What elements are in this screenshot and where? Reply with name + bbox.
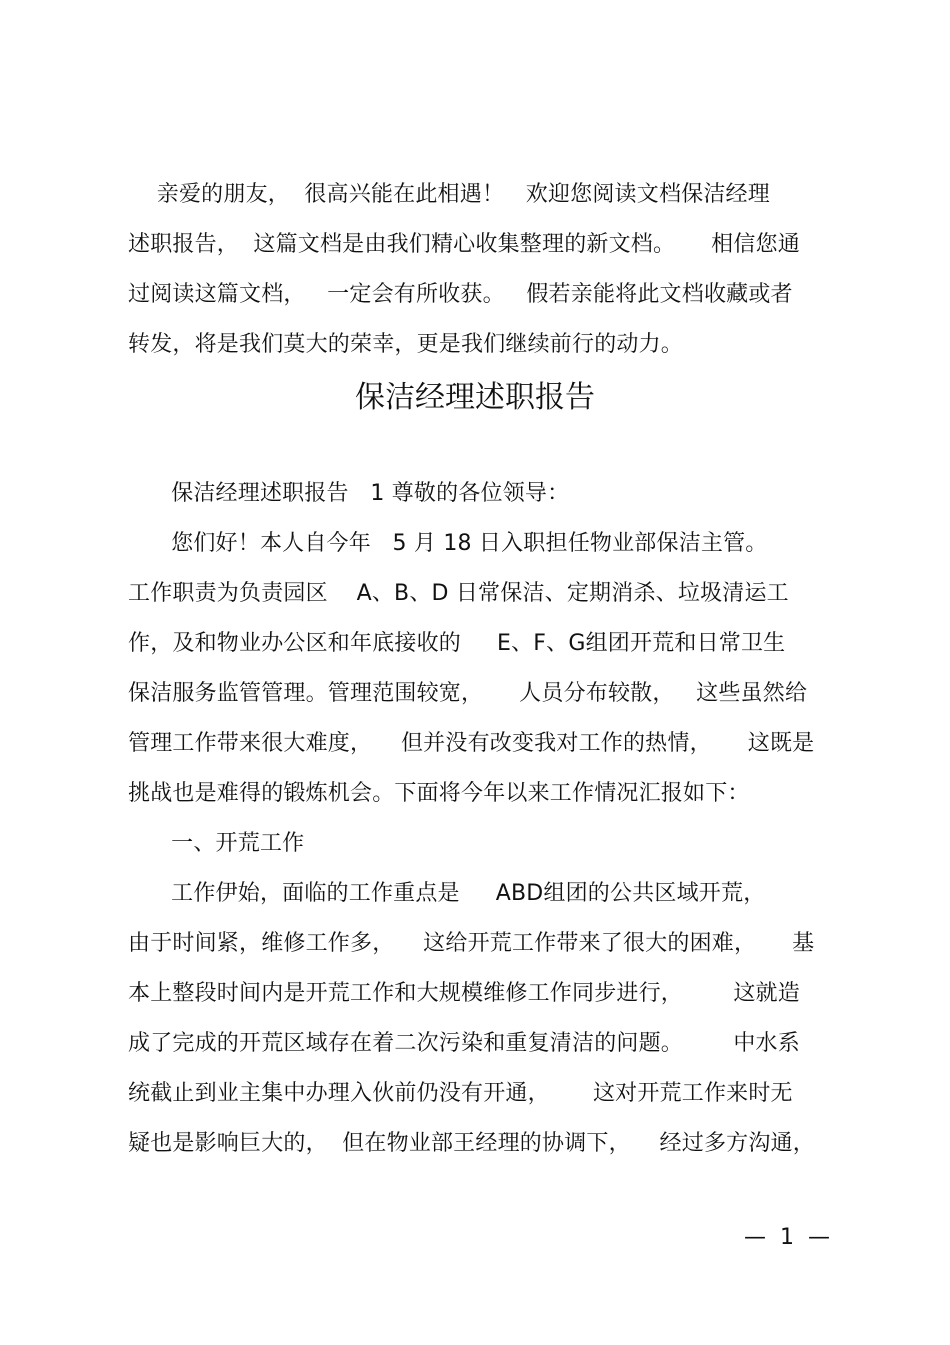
body-line: 保洁服务监管管理。管理范围较宽， 人员分布较散， 这些虽然给: [128, 681, 808, 706]
body-line: 工作职责为负责园区 A、B、D 日常保洁、定期消杀、垃圾清运工: [128, 581, 789, 606]
body-line: 管理工作带来很大难度， 但并没有改变我对工作的热情， 这既是: [128, 731, 815, 756]
body-line: 挑战也是难得的锻炼机会。下面将今年以来工作情况汇报如下：: [128, 781, 750, 806]
body-line: 保洁经理述职报告 1 尊敬的各位领导：: [128, 481, 570, 506]
page-number: — 1 —: [744, 1225, 830, 1250]
document-title: 保洁经理述职报告: [355, 380, 595, 415]
body-line: 疑也是影响巨大的， 但在物业部王经理的协调下， 经过多方沟通，: [128, 1131, 815, 1156]
intro-line: 转发，将是我们莫大的荣幸，更是我们继续前行的动力。: [128, 332, 684, 357]
section-heading: 一、开荒工作: [128, 831, 305, 856]
body-line: 本上整段时间内是开荒工作和大规模维修工作同步进行， 这就造: [128, 981, 800, 1006]
body-line: 由于时间紧，维修工作多， 这给开荒工作带来了很大的困难， 基: [128, 931, 815, 956]
intro-line: 过阅读这篇文档， 一定会有所收获。 假若亲能将此文档收藏或者: [128, 282, 793, 307]
body-line: 您们好！本人自今年 5 月 18 日入职担任物业部保洁主管。: [128, 531, 768, 556]
intro-line: 述职报告， 这篇文档是由我们精心收集整理的新文档。 相信您通: [128, 232, 800, 257]
body-line: 作，及和物业办公区和年底接收的 E、F、G组团开荒和日常卫生: [128, 631, 786, 656]
body-line: 成了完成的开荒区域存在着二次污染和重复清洁的问题。 中水系: [128, 1031, 800, 1056]
body-line: 统截止到业主集中办理入伙前仍没有开通， 这对开荒工作来时无: [128, 1081, 793, 1106]
intro-line: 亲爱的朋友， 很高兴能在此相遇！ 欢迎您阅读文档保洁经理: [128, 182, 770, 207]
body-line: 工作伊始，面临的工作重点是 ABD组团的公共区域开荒，: [128, 881, 766, 906]
